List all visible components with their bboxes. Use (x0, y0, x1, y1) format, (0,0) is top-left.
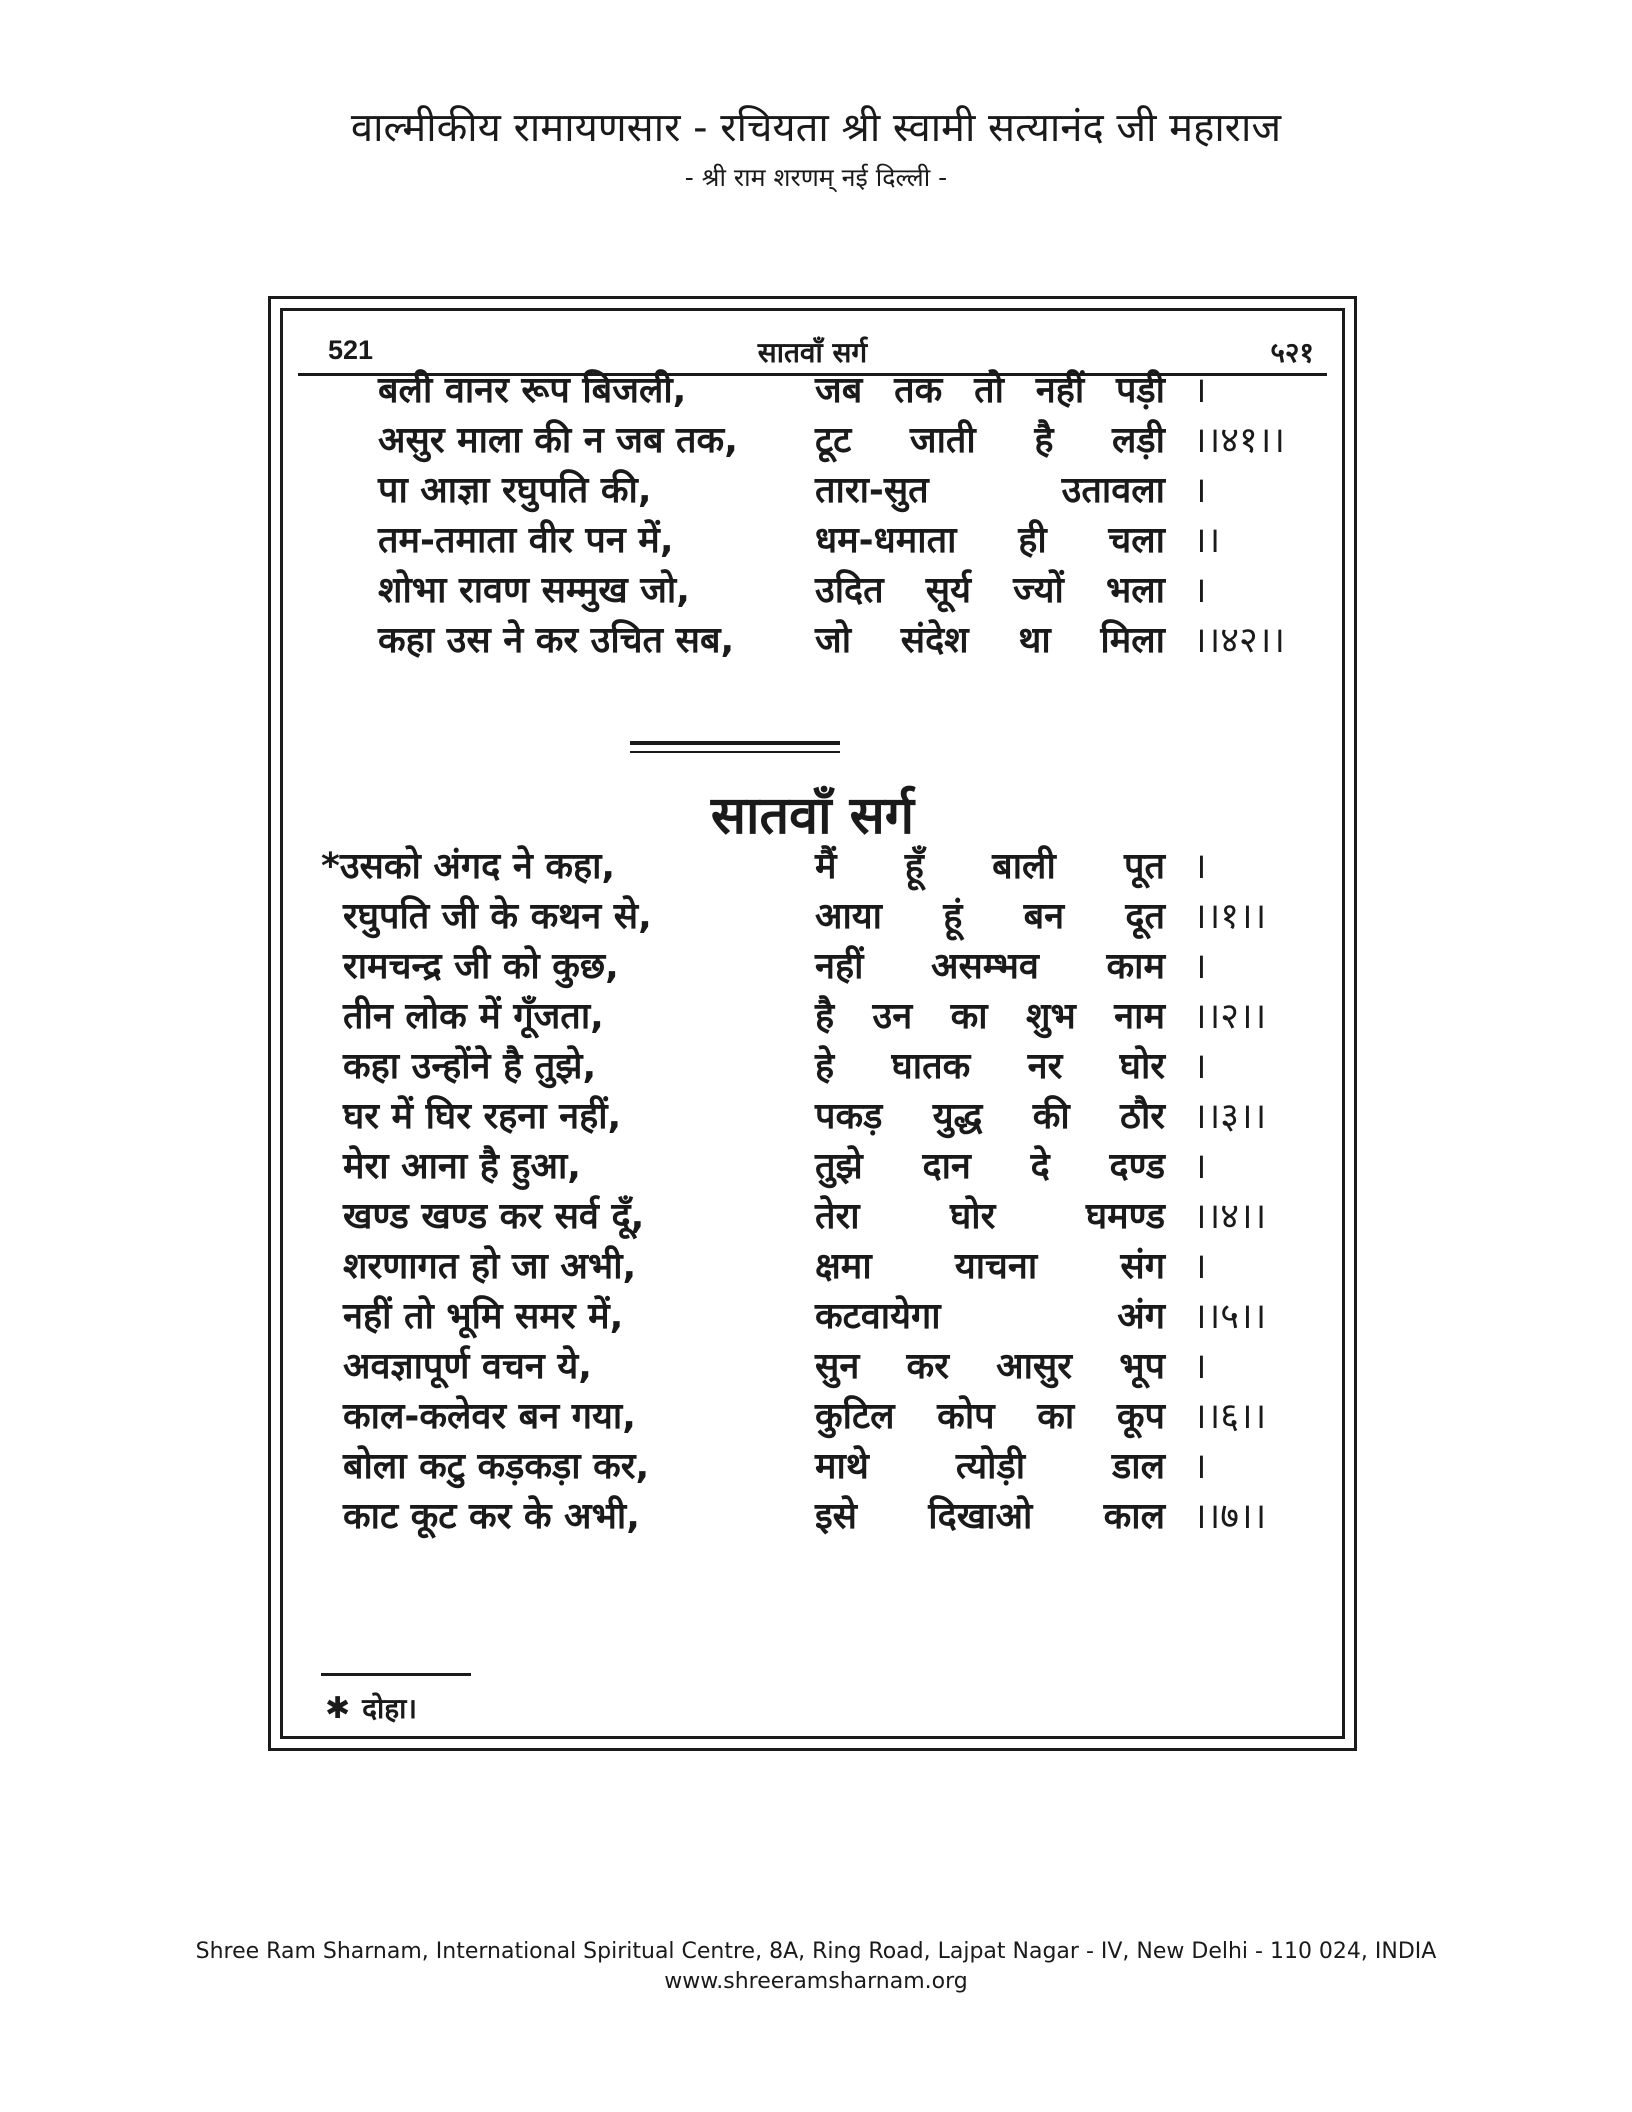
verse-number: ।।६।। (1193, 1396, 1267, 1437)
verse-word: दे (1030, 1146, 1050, 1187)
verse-number: ।।७।। (1193, 1496, 1267, 1537)
verse-word: माथे (815, 1446, 869, 1487)
footnote-marker: ✱ (325, 1691, 351, 1726)
page-frame-inner (280, 308, 1345, 1739)
verse-word: सुन (815, 1346, 860, 1387)
running-head-title: सातवाँ सर्ग (757, 336, 868, 369)
verse-line (378, 363, 1313, 419)
verse-first-half: रघुपति जी के कथन से, (343, 896, 652, 937)
verse-word: नर (1027, 1046, 1063, 1087)
verse-word: शुभ (1025, 996, 1076, 1037)
verse-word: का (1037, 1396, 1075, 1437)
verse-word: ठौर (1120, 1096, 1165, 1137)
verse-first-half: तम-तमाता वीर पन में, (378, 520, 674, 561)
verse-word: है (815, 996, 835, 1037)
verse-number: ।।४।। (1193, 1196, 1267, 1237)
verse-word: पड़ी (1115, 370, 1165, 411)
verse-word: संग (1120, 1246, 1165, 1287)
chapter-heading: सातवाँ सर्ग (710, 786, 915, 846)
verse-first-half: काल-कलेवर बन गया, (343, 1396, 636, 1437)
verse-word: नाम (1114, 996, 1165, 1037)
verse-word: ही (1018, 520, 1047, 561)
verse-first-half: पा आज्ञा रघुपति की, (378, 470, 652, 511)
verse-word: क्षमा (815, 1246, 872, 1287)
footnote (325, 1689, 417, 1729)
verse-number: ।।५।। (1193, 1296, 1267, 1337)
verse-word: था (1018, 620, 1051, 661)
verse-word: युद्ध (932, 1096, 983, 1137)
verse-number: । (1193, 1046, 1207, 1087)
verse-word: धम-धमाता (815, 520, 957, 561)
header-subtitle: - श्री राम शरणम् नई दिल्ली - (684, 163, 948, 192)
verse-line (343, 1439, 1313, 1495)
verse-first-half: शरणागत हो जा अभी, (343, 1246, 637, 1287)
verse-line (343, 1489, 1313, 1545)
verse-word: भूप (1119, 1346, 1165, 1387)
verse-first-half: कहा उन्होंने है तुझे, (343, 1046, 597, 1087)
verse-number: ।।२।। (1193, 996, 1267, 1037)
verse-word: नहीं (815, 946, 864, 987)
verse-word: इसे (815, 1496, 858, 1537)
verse-word: कुटिल (815, 1396, 895, 1437)
verse-word: तुझे (815, 1146, 863, 1187)
verse-line (378, 563, 1313, 619)
verse-first-half: शोभा रावण सम्मुख जो, (378, 570, 690, 611)
header-title: वाल्मीकीय रामायणसार - रचियता श्री स्वामी सत्यानंद जी महाराज (350, 105, 1282, 151)
verse-word: भला (1105, 570, 1165, 611)
verse-word: याचना (954, 1246, 1038, 1287)
verse-word: आसुर (996, 1346, 1072, 1387)
verse-line (343, 1139, 1313, 1195)
verse-word: दान (922, 1146, 971, 1187)
verse-word: कोप (937, 1396, 995, 1437)
document-header (0, 100, 1632, 198)
verse-word: तक (894, 370, 943, 411)
verse-word: तो (974, 370, 1004, 411)
page-number-devanagari: ५२१ (1270, 336, 1314, 369)
verse-number: ।।१।। (1193, 896, 1267, 937)
footnote-text: दोहा। (362, 1692, 417, 1725)
page-number-arabic: 521 (328, 335, 374, 365)
verse-word: मैं (815, 846, 837, 887)
verse-number: ।।४२।। (1193, 620, 1286, 661)
verse-first-half: तीन लोक में गूँजता, (343, 996, 604, 1037)
verse-number: । (1193, 1346, 1207, 1387)
document-footer (0, 1937, 1632, 1997)
verse-first-half: बली वानर रूप बिजली, (378, 370, 687, 411)
verse-word: बाली (992, 846, 1056, 887)
verse-first-half: अवज्ञापूर्ण वचन ये, (343, 1346, 592, 1387)
verse-word: टूट (815, 420, 852, 461)
verse-number: । (1193, 1146, 1207, 1187)
verse-word: डाल (1112, 1446, 1165, 1487)
footer-website: www.shreeramsharnam.org (664, 1969, 968, 1994)
verse-word: पूत (1124, 846, 1165, 887)
verse-number: ।।४१।। (1193, 420, 1286, 461)
verse-line (343, 1089, 1313, 1145)
verse-word: चला (1108, 520, 1165, 561)
verse-word: घोर (1119, 1046, 1165, 1087)
verse-word: दिखाओ (928, 1496, 1033, 1537)
verse-line (343, 989, 1313, 1045)
verse-word: दण्ड (1109, 1146, 1165, 1187)
verse-word: असम्भव (930, 946, 1039, 987)
verse-first-half: नहीं तो भूमि समर में, (343, 1296, 624, 1337)
verse-word: ज्यों (1013, 570, 1064, 611)
section-divider (630, 741, 840, 745)
verse-word: घोर (950, 1196, 996, 1237)
running-head (283, 321, 1342, 367)
verse-line (378, 513, 1313, 569)
verse-first-half: काट कूट कर के अभी, (343, 1496, 640, 1537)
verse-first-half: कहा उस ने कर उचित सब, (378, 620, 735, 661)
verse-word: कटवायेगा (815, 1296, 941, 1337)
verse-first-half: खण्ड खण्ड कर सर्व दूँ, (343, 1196, 645, 1237)
verse-number: । (1193, 846, 1207, 887)
verse-word: हे (815, 1046, 835, 1087)
verse-word: की (1032, 1096, 1070, 1137)
section-divider (630, 751, 840, 753)
verse-line (378, 413, 1313, 469)
verse-line (343, 939, 1313, 995)
verse-word: अंग (1117, 1296, 1165, 1337)
verse-number: । (1193, 946, 1207, 987)
verse-word: तारा-सुत (815, 470, 929, 511)
verse-line (343, 1189, 1313, 1245)
footnote-rule (321, 1673, 471, 1676)
verse-number: । (1193, 570, 1207, 611)
verse-line (343, 1039, 1313, 1095)
footer-address: Shree Ram Sharnam, International Spiritual Centre, 8A, Ring Road, Lajpat Nagar - IV, New Delhi - 110 024, INDIA (195, 1939, 1437, 1964)
verse-first-half: *उसको अंगद ने कहा, (321, 846, 616, 887)
verse-line (343, 1289, 1313, 1345)
verse-word: कूप (1116, 1396, 1165, 1437)
verse-first-half: बोला कटु कड़कड़ा कर, (343, 1446, 650, 1487)
verse-number: । (1193, 1246, 1207, 1287)
verse-word: उतावला (1061, 470, 1165, 511)
verse-word: काम (1106, 946, 1165, 987)
verse-word: बन (1023, 896, 1065, 937)
verse-word: कर (906, 1346, 949, 1387)
verse-number: ।।३।। (1193, 1096, 1267, 1137)
verse-word: जो (815, 620, 852, 661)
verse-line (343, 1389, 1313, 1445)
verse-number: ।। (1193, 520, 1221, 561)
verse-line (321, 839, 1313, 895)
verse-first-half: रामचन्द्र जी को कुछ, (343, 946, 619, 987)
verse-word: उदित (815, 570, 884, 611)
verse-first-half: घर में घिर रहना नहीं, (343, 1096, 622, 1137)
verse-word: सूर्य (925, 570, 971, 611)
verse-word: दूत (1125, 896, 1165, 937)
verse-word: नहीं (1035, 370, 1085, 411)
verse-word: हूं (943, 896, 963, 937)
verse-word: काल (1103, 1496, 1165, 1537)
verse-word: है (1034, 420, 1054, 461)
verse-word: हूँ (904, 846, 924, 887)
verse-number: । (1193, 1446, 1207, 1487)
verse-line (343, 1339, 1313, 1395)
verse-word: आया (815, 896, 882, 937)
page-frame (268, 296, 1357, 1751)
verse-word: घातक (891, 1046, 971, 1087)
verse-word: का (950, 996, 988, 1037)
verse-word: उन (872, 996, 913, 1037)
verse-line (343, 889, 1313, 945)
verse-first-half: असुर माला की न जब तक, (378, 420, 738, 461)
verse-word: घमण्ड (1085, 1196, 1165, 1237)
verse-word: संदेश (900, 620, 969, 661)
verse-word: तेरा (815, 1196, 860, 1237)
verse-line (378, 463, 1313, 519)
verse-word: पकड़ (815, 1096, 883, 1137)
verse-word: जाती (909, 420, 976, 461)
verse-word: लड़ी (1112, 420, 1165, 461)
verse-number: । (1193, 470, 1207, 511)
verse-line (343, 1239, 1313, 1295)
verse-number: । (1193, 370, 1207, 411)
verse-word: मिला (1100, 620, 1165, 661)
verse-word: जब (815, 370, 863, 411)
verse-first-half: मेरा आना है हुआ, (343, 1146, 581, 1187)
verse-word: त्योड़ी (955, 1446, 1026, 1487)
verse-line (378, 613, 1313, 669)
